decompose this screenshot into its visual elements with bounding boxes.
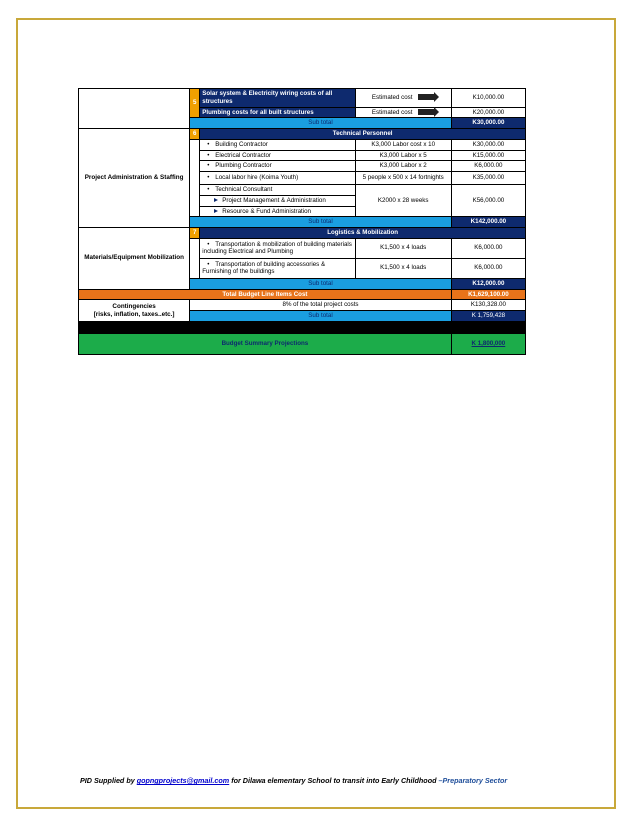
section5-item-plumbing: Plumbing costs for all built structures bbox=[200, 107, 355, 118]
section6-item-consultant: • Technical Consultant bbox=[200, 185, 355, 196]
spacer-cell bbox=[190, 185, 200, 196]
section6-amount-consultant: K56,000.00 bbox=[451, 185, 525, 217]
section5-calc-electrical: Estimated cost bbox=[355, 89, 451, 108]
contingencies-amount: K130,328.00 bbox=[451, 300, 525, 311]
spacer-cell bbox=[190, 238, 200, 258]
section6-category: Project Administration & Staffing bbox=[79, 129, 190, 228]
section7-amount-transport-furnishing: K6,000.00 bbox=[451, 258, 525, 278]
section6-amount-building: K30,000.00 bbox=[451, 139, 525, 150]
footer-email-link[interactable]: gopngprojects@gmail.com bbox=[136, 776, 230, 785]
section6-number: 6 bbox=[190, 129, 200, 140]
section5-item-electrical: Solar system & Electricity wiring costs of all structures bbox=[200, 89, 355, 108]
section5-subtotal-amount: K30,000.00 bbox=[451, 118, 525, 129]
contingencies-title: Contingencies bbox=[112, 302, 156, 310]
arrow-right-icon bbox=[418, 94, 434, 100]
total-budget-label: Total Budget Line Items Cost bbox=[79, 289, 452, 300]
section7-item-transport-materials: • Transportation & mobilization of building materials including Electrical and Plumbing bbox=[200, 238, 355, 258]
contingencies-subtotal-amount: K 1,759,428 bbox=[451, 311, 525, 322]
section7-calc-transport-materials: K1,500 x 4 loads bbox=[355, 238, 451, 258]
separator-bar bbox=[79, 321, 526, 333]
triangle-right-icon bbox=[214, 198, 218, 202]
spacer-cell bbox=[190, 195, 200, 206]
footer-tail: –Preparatory Sector bbox=[438, 776, 508, 785]
section6-heading: Technical Personnel bbox=[200, 129, 526, 140]
section6-calc-consultant: K2000 x 28 weeks bbox=[355, 185, 451, 217]
section6-calc-local-labor: 5 people x 500 x 14 fortnights bbox=[355, 172, 451, 185]
section5-amount-electrical: K10,000.00 bbox=[451, 89, 525, 108]
contingencies-subtitle: [risks, inflation, taxes..etc.] bbox=[93, 310, 175, 318]
section7-heading: Logistics & Mobilization bbox=[200, 228, 526, 239]
section5-subtotal-label: Sub total bbox=[190, 118, 452, 129]
section7-category: Materials/Equipment Mobilization bbox=[79, 228, 190, 290]
spacer-cell bbox=[190, 150, 200, 161]
section6-amount-electrical: K15,000.00 bbox=[451, 150, 525, 161]
section6-subtotal-amount: K142,000.00 bbox=[451, 217, 525, 228]
section5-category-cell bbox=[79, 89, 190, 129]
arrow-right-icon bbox=[418, 109, 434, 115]
section7-subtotal-amount: K12,000.00 bbox=[451, 278, 525, 289]
section6-amount-local-labor: K35,000.00 bbox=[451, 172, 525, 185]
section7-subtotal-label: Sub total bbox=[190, 278, 452, 289]
section6-consultant-sub-resource: Resource & Fund Administration bbox=[200, 206, 355, 217]
budget-summary-label: Budget Summary Projections bbox=[79, 333, 452, 354]
section7-amount-transport-materials: K6,000.00 bbox=[451, 238, 525, 258]
footer-prefix: PID Supplied by bbox=[80, 776, 137, 785]
spacer-cell bbox=[190, 258, 200, 278]
section6-calc-plumbing: K3,000 Labor x 2 bbox=[355, 161, 451, 172]
spacer-cell bbox=[190, 161, 200, 172]
spacer-cell bbox=[190, 206, 200, 217]
section6-item-building: • Building Contractor bbox=[200, 139, 355, 150]
section7-number: 7 bbox=[190, 228, 200, 239]
contingencies-subtotal-label: Sub total bbox=[190, 311, 452, 322]
section7-calc-transport-furnishing: K1,500 x 4 loads bbox=[355, 258, 451, 278]
section6-item-electrical: • Electrical Contractor bbox=[200, 150, 355, 161]
page-footer bbox=[80, 776, 600, 785]
total-budget-amount: K1,629,100.00 bbox=[451, 289, 525, 300]
budget-table bbox=[78, 88, 526, 355]
spacer-cell bbox=[190, 172, 200, 185]
budget-summary-amount: K 1,800,000 bbox=[451, 333, 525, 354]
triangle-right-icon bbox=[214, 209, 218, 213]
section6-subtotal-label: Sub total bbox=[190, 217, 452, 228]
section5-number: 5 bbox=[190, 89, 200, 118]
section6-amount-plumbing: K6,000.00 bbox=[451, 161, 525, 172]
section7-item-transport-furnishing: • Transportation of building accessories & Furnishing of the buildings bbox=[200, 258, 355, 278]
section6-consultant-sub-management: Project Management & Administration bbox=[200, 195, 355, 206]
section5-calc-plumbing: Estimated cost bbox=[355, 107, 451, 118]
footer-middle: for Dilawa elementary School to transit into Early Childhood bbox=[229, 776, 439, 785]
spacer-cell bbox=[190, 139, 200, 150]
section6-calc-electrical: K3,000 Labor x 5 bbox=[355, 150, 451, 161]
section5-amount-plumbing: K20,000.00 bbox=[451, 107, 525, 118]
contingencies-category bbox=[79, 300, 190, 322]
section6-calc-building: K3,000 Labor cost x 10 bbox=[355, 139, 451, 150]
section6-item-plumbing: • Plumbing Contractor bbox=[200, 161, 355, 172]
section6-item-local-labor: • Local labor hire (Koima Youth) bbox=[200, 172, 355, 185]
contingencies-description: 8% of the total project costs bbox=[190, 300, 452, 311]
